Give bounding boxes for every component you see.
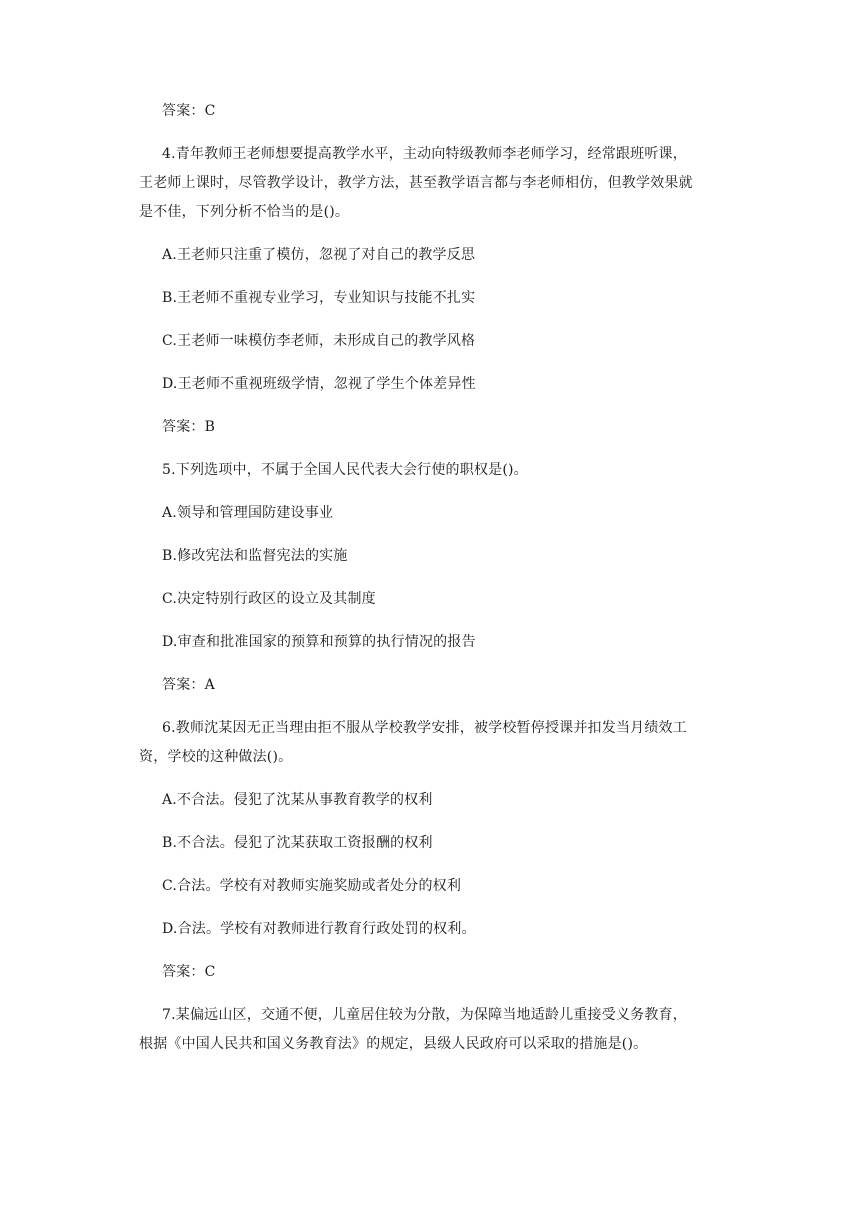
text-line: 王老师上课时，尽管教学设计，教学方法，甚至教学语言都与李老师相仿，但教学效果就 (139, 175, 693, 191)
text-line: D.合法。学校有对教师进行教育行政处罚的权利。 (162, 921, 476, 937)
text-line: 7.某偏远山区，交通不便，儿童居住较为分散，为保障当地适龄儿重接受义务教育， (162, 1007, 687, 1023)
paragraph-gap (162, 126, 717, 140)
paragraph-gap (162, 227, 717, 241)
answer-line (162, 97, 717, 126)
text-line: 答案：A (162, 677, 215, 693)
text-line: 答案：C (162, 103, 216, 119)
paragraph-gap (162, 987, 717, 1001)
paragraph-gap (162, 313, 717, 327)
answer-line (162, 958, 717, 987)
text-line: B.修改宪法和监督宪法的实施 (162, 548, 348, 564)
paragraph-gap (162, 815, 717, 829)
text-line: A.不合法。侵犯了沈某从事教育教学的权利 (162, 792, 433, 808)
paragraph-gap (162, 442, 717, 456)
paragraph-gap (162, 528, 717, 542)
option-item (162, 915, 717, 944)
text-line: C.合法。学校有对教师实施奖励或者处分的权利 (162, 878, 462, 894)
question-text (139, 140, 717, 227)
paragraph-gap (162, 657, 717, 671)
paragraph-gap (162, 700, 717, 714)
text-line: 答案：B (162, 419, 216, 435)
option-item (162, 241, 717, 270)
option-item (162, 628, 717, 657)
answer-line (162, 413, 717, 442)
text-line: B.不合法。侵犯了沈某获取工资报酬的权利 (162, 835, 433, 851)
text-line: 是不佳，下列分析不恰当的是()。 (139, 204, 350, 220)
text-line: 资，学校的这种做法()。 (139, 749, 293, 765)
option-item (162, 585, 717, 614)
text-line: 答案：C (162, 964, 216, 980)
paragraph-gap (162, 270, 717, 284)
text-line: C.决定特别行政区的设立及其制度 (162, 591, 376, 607)
text-line: A.王老师只注重了模仿，忽视了对自己的教学反思 (162, 247, 476, 263)
paragraph-gap (162, 571, 717, 585)
text-line: D.王老师不重视班级学情，忽视了学生个体差异性 (162, 376, 476, 392)
question-text (139, 1001, 717, 1059)
text-line: C.王老师一味模仿李老师，未形成自己的教学风格 (162, 333, 476, 349)
paragraph-gap (162, 356, 717, 370)
option-item (162, 786, 717, 815)
answer-line (162, 671, 717, 700)
text-line: 5.下列选项中，不属于全国人民代表大会行使的职权是()。 (162, 462, 528, 478)
paragraph-gap (162, 485, 717, 499)
paragraph-gap (162, 772, 717, 786)
paragraph-gap (162, 858, 717, 872)
paragraph-gap (162, 944, 717, 958)
paragraph-gap (162, 399, 717, 413)
option-item (162, 542, 717, 571)
text-line: D.审查和批准国家的预算和预算的执行情况的报告 (162, 634, 476, 650)
text-line: 根据《中国人民共和国义务教育法》的规定，县级人民政府可以采取的措施是()。 (139, 1036, 648, 1052)
question-text (162, 456, 717, 485)
text-line: 6.教师沈某因无正当理由拒不服从学校教学安排，被学校暂停授课并扣发当月绩效工 (162, 720, 687, 736)
option-item (162, 327, 717, 356)
question-text (139, 714, 717, 772)
document-page (139, 97, 717, 1059)
text-line: 4.青年教师王老师想要提高教学水平，主动向特级教师李老师学习，经常跟班听课， (162, 146, 687, 162)
text-line: A.领导和管理国防建设事业 (162, 505, 334, 521)
paragraph-gap (162, 614, 717, 628)
option-item (162, 872, 717, 901)
paragraph-gap (162, 901, 717, 915)
option-item (162, 284, 717, 313)
option-item (162, 499, 717, 528)
option-item (162, 370, 717, 399)
option-item (162, 829, 717, 858)
text-line: B.王老师不重视专业学习，专业知识与技能不扎实 (162, 290, 476, 306)
